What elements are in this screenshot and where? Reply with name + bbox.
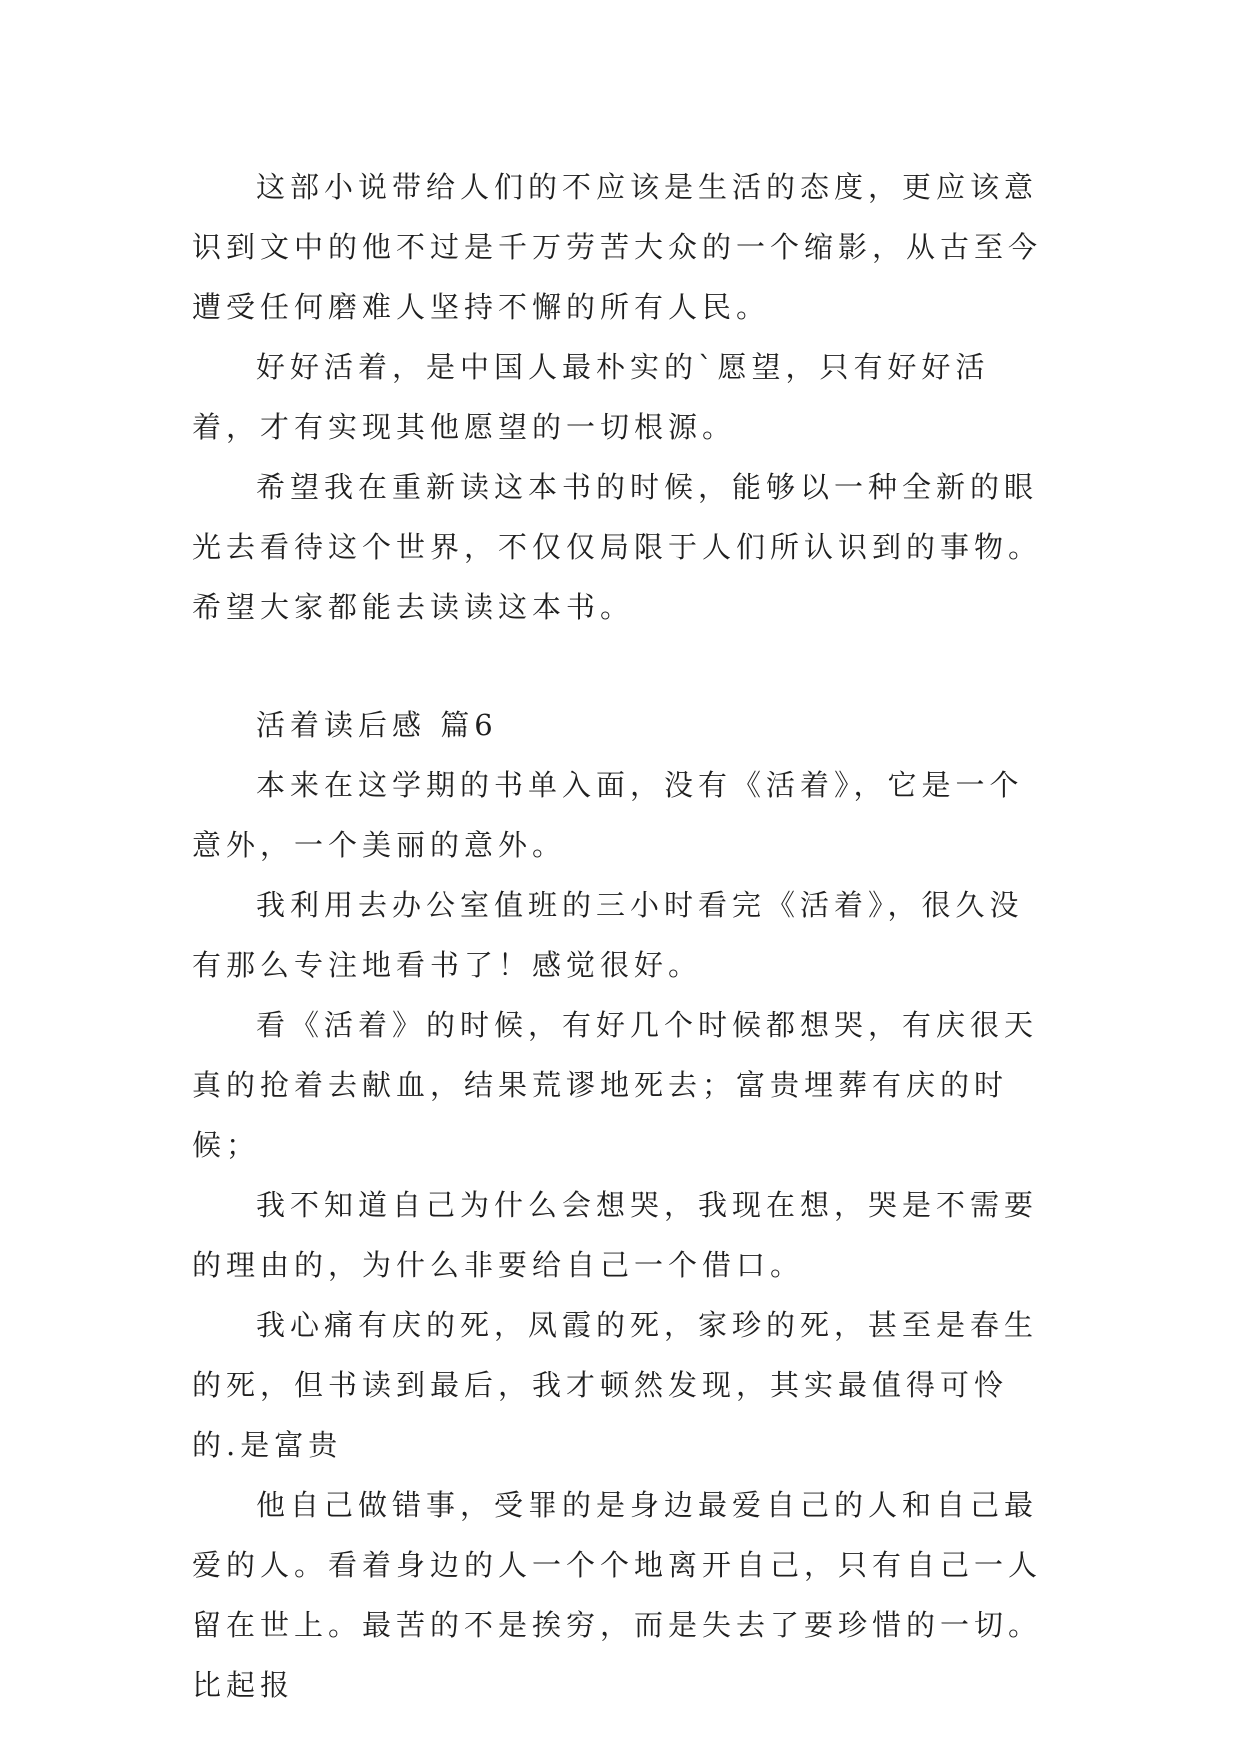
paragraph: 看《活着》的时候，有好几个时候都想哭，有庆很天真的抢着去献血，结果荒谬地死去；富贵埋葬有庆的时候； [192, 1008, 1039, 1162]
paragraph: 本来在这学期的书单入面，没有《活着》，它是一个意外，一个美丽的意外。 [192, 768, 1024, 862]
paragraph: 他自己做错事，受罪的是身边最爱自己的人和自己最爱的人。看着身边的人一个个地离开自己，只有自己一人留在世上。最苦的不是挨穷，而是失去了要珍惜的一切。比起报 [192, 1488, 1043, 1702]
section-title: 活着读后感 篇6 [256, 708, 498, 742]
paragraph: 我利用去办公室值班的三小时看完《活着》，很久没有那么专注地看书了！感觉很好。 [192, 888, 1024, 982]
paragraph: 好好活着，是中国人最朴实的`愿望，只有好好活着，才有实现其他愿望的一切根源。 [192, 350, 990, 444]
paragraph: 我心痛有庆的死，凤霞的死，家珍的死，甚至是春生的死，但书读到最后，我才顿然发现，其实最值得可怜的.是富贵 [192, 1308, 1039, 1462]
paragraph: 这部小说带给人们的不应该是生活的态度，更应该意识到文中的他不过是千万劳苦大众的一个缩影，从古至今遭受任何磨难人坚持不懈的所有人民。 [192, 170, 1043, 324]
paragraph: 希望我在重新读这本书的时候，能够以一种全新的眼光去看待这个世界，不仅仅局限于人们所认识到的事物。希望大家都能去读读这本书。 [192, 470, 1043, 624]
document-body [192, 157, 1052, 1715]
section-spacer [192, 637, 1052, 695]
paragraph: 我不知道自己为什么会想哭，我现在想，哭是不需要的理由的，为什么非要给自己一个借口。 [192, 1188, 1039, 1282]
